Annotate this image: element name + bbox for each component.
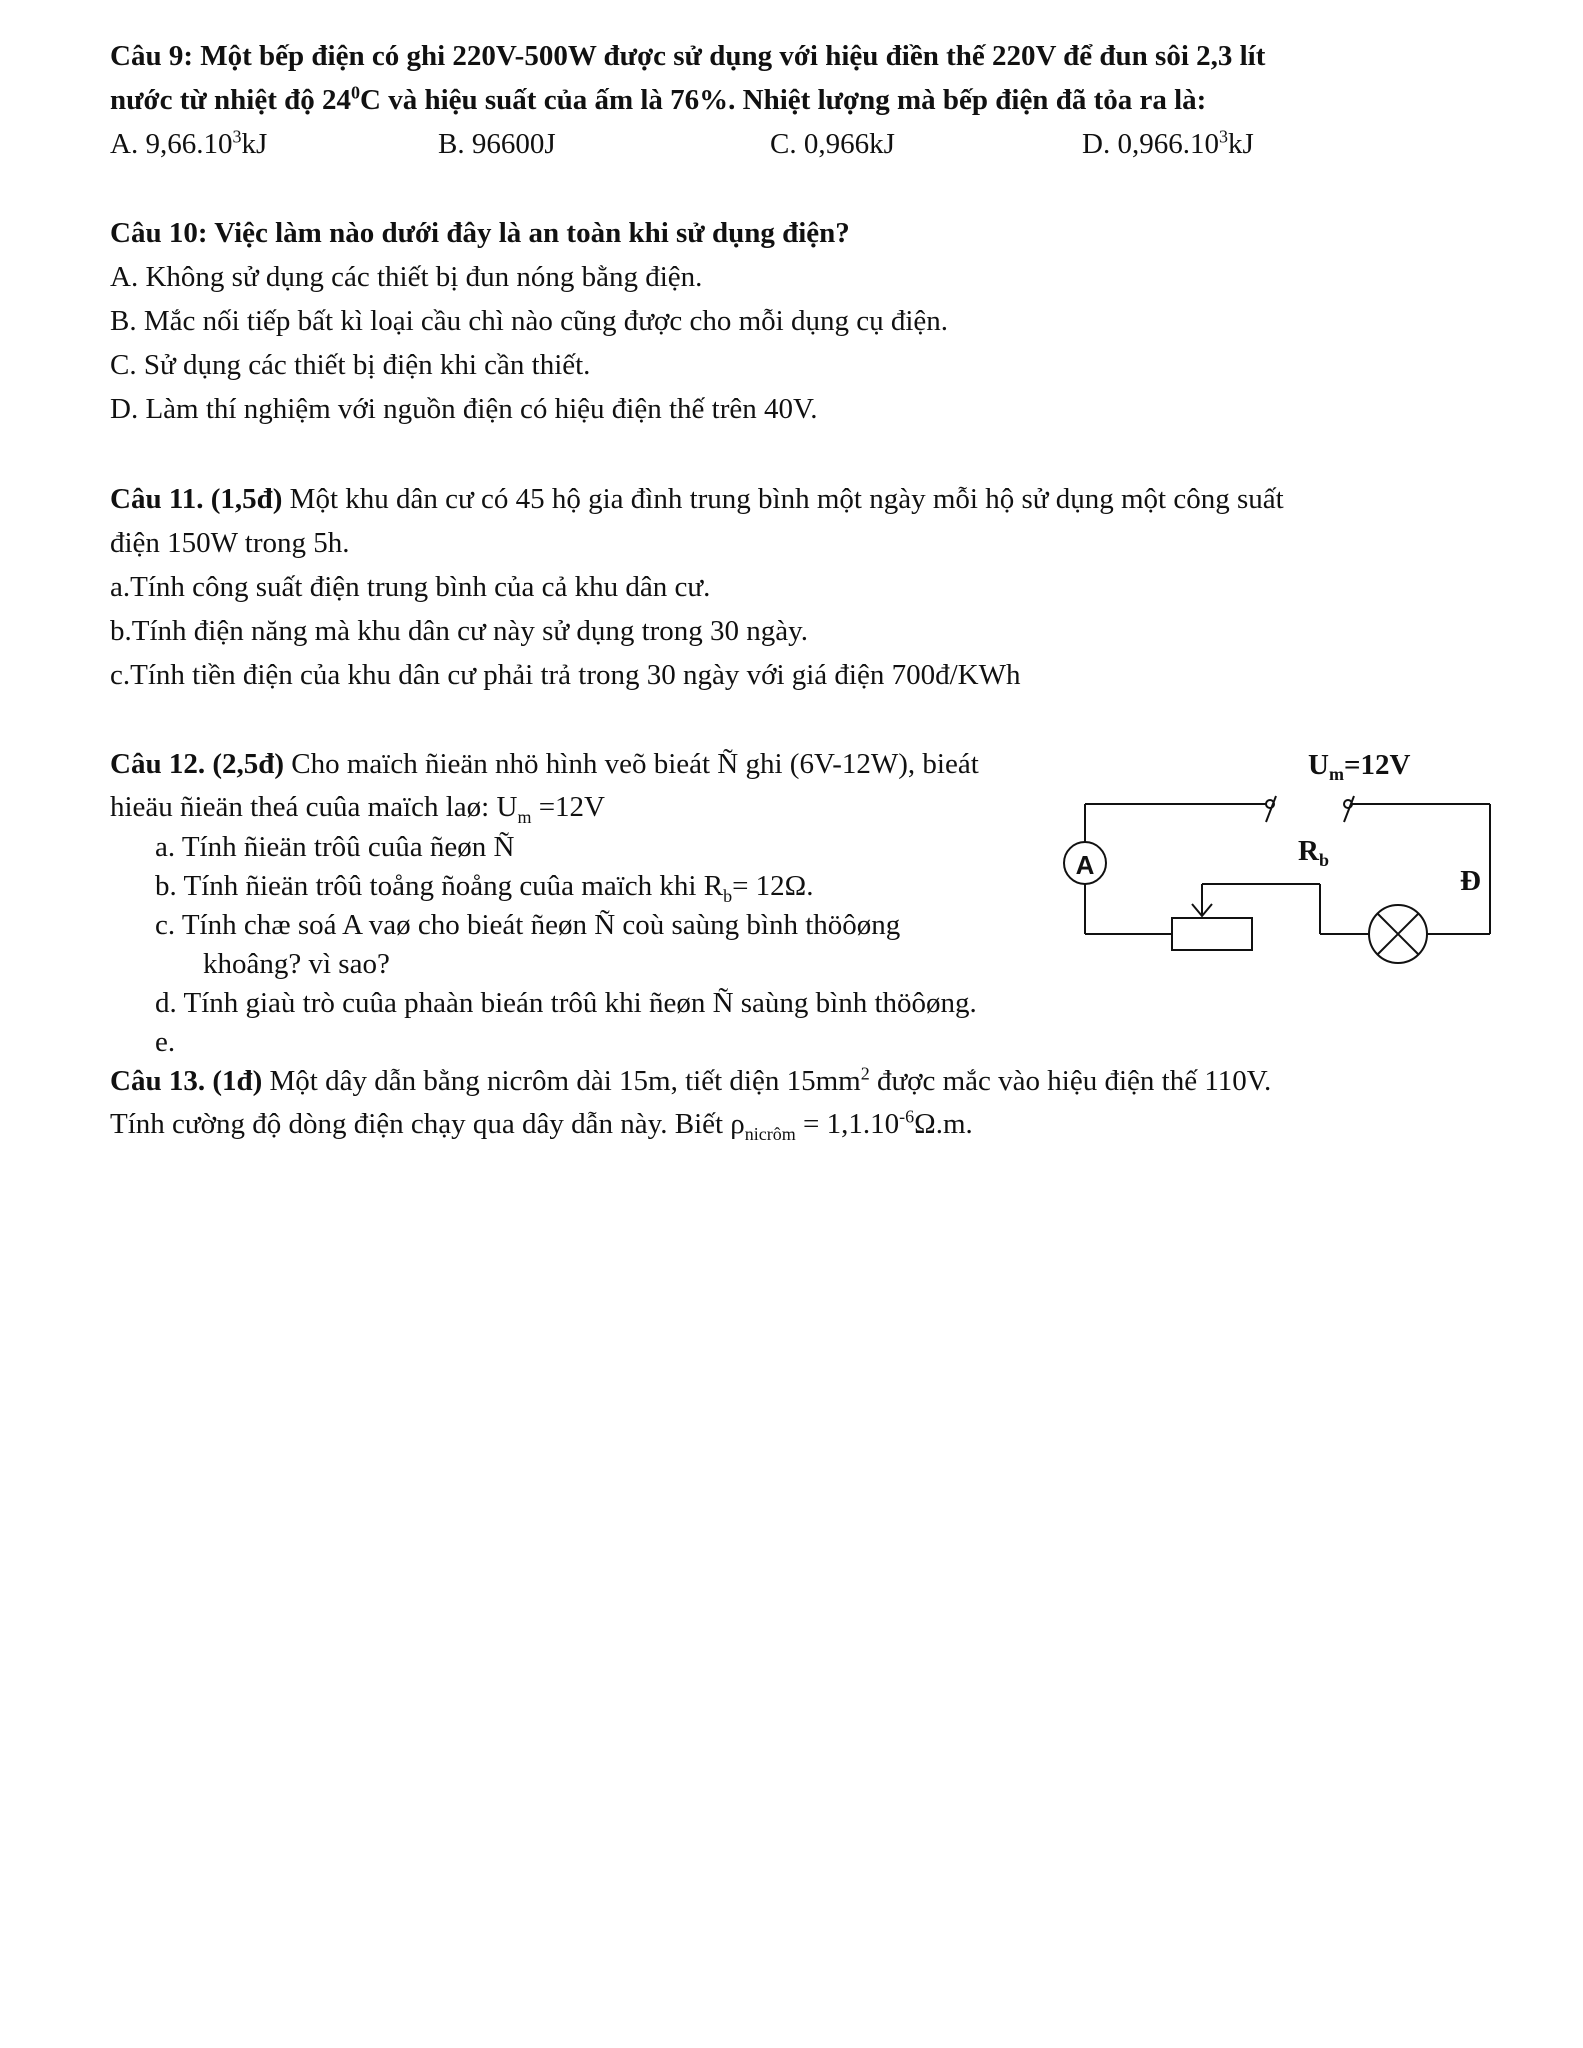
q12-line2 xyxy=(110,789,605,825)
q13-line2-sup: -6 xyxy=(899,1106,915,1127)
q12-part-d: d. Tính giaù trò cuûa phaàn bieán trôû khi ñeøn Ñ saùng bình thöôøng. xyxy=(155,987,977,1019)
q11-label: Câu 11. (1,5đ) xyxy=(110,483,283,515)
q11-line1 xyxy=(110,481,1284,517)
q9-option-a-base: A. 9,66.10 xyxy=(110,128,233,160)
q9-line2-text: nước từ nhiệt độ 24 xyxy=(110,84,351,116)
q9-line1: Câu 9: Một bếp điện có ghi 220V-500W được sử dụng với hiệu điền thế 220V để đun sôi 2,3 lít xyxy=(110,40,1266,72)
q13-line2 xyxy=(110,1106,973,1142)
q10-option-b: B. Mắc nối tiếp bất kì loại cầu chì nào cũng được cho mỗi dụng cụ điện. xyxy=(110,305,949,337)
q9-option-c: C. 0,966kJ xyxy=(770,128,895,160)
q12-part-c2: khoâng? vì sao? xyxy=(203,948,390,980)
lamp-label: Đ xyxy=(1460,865,1481,897)
q12-part-e: e. xyxy=(155,1026,176,1058)
circuit-rb-sub: b xyxy=(1318,850,1329,870)
q12-line2-text: hieäu ñieän theá cuûa maïch laø: U xyxy=(110,791,518,823)
q13-line1 xyxy=(110,1063,1271,1099)
q10-option-a: A. Không sử dụng các thiết bị đun nóng bằng điện. xyxy=(110,261,703,293)
q13-line2-text: Tính cường độ dòng điện chạy qua dây dẫn này. Biết ρ xyxy=(110,1108,745,1140)
q12-part-b-sub: b xyxy=(723,885,733,906)
q13-line1-text-cont: được mắc vào hiệu điện thế 110V. xyxy=(869,1065,1272,1097)
q13-line2-unit: Ω.m. xyxy=(914,1108,973,1140)
rheostat-icon xyxy=(1172,918,1252,950)
q12-line2-value: =12V xyxy=(531,791,606,823)
q9-option-d xyxy=(1082,126,1254,162)
q10-option-c: C. Sử dụng các thiết bị điện khi cần thiết. xyxy=(110,349,591,381)
q12-label: Câu 12. (2,5đ) xyxy=(110,748,285,780)
q9-degree-sup: 0 xyxy=(351,82,360,103)
q13-line1-text: Một dây dẫn bằng nicrôm dài 15m, tiết diện 15mm xyxy=(262,1065,861,1097)
q9-option-a xyxy=(110,126,267,162)
q11-part-a: a.Tính công suất điện trung bình của cả khu dân cư. xyxy=(110,571,711,603)
q9-line2 xyxy=(110,82,1206,118)
q9-option-b: B. 96600J xyxy=(438,128,556,160)
q10-title: Câu 10: Việc làm nào dưới đây là an toàn khi sử dụng điện? xyxy=(110,217,850,249)
circuit-um-sub: m xyxy=(1328,764,1344,784)
q9-option-d-unit: kJ xyxy=(1227,128,1254,160)
q13-label: Câu 13. (1đ) xyxy=(110,1065,263,1097)
circuit-rb-base: R xyxy=(1298,835,1319,867)
circuit-um-base: U xyxy=(1308,749,1329,781)
q10-option-d: D. Làm thí nghiệm với nguồn điện có hiệu điện thế trên 40V. xyxy=(110,393,818,425)
q11-part-b: b.Tính điện năng mà khu dân cư này sử dụng trong 30 ngày. xyxy=(110,615,809,647)
q13-line2-sub: nicrôm xyxy=(744,1123,796,1144)
q12-line1-text: Cho maïch ñieän nhö hình veõ bieát Ñ ghi (6V-12W), bieát xyxy=(284,748,979,780)
circuit-um-value: =12V xyxy=(1343,749,1411,781)
q9-option-d-base: D. 0,966.10 xyxy=(1082,128,1219,160)
q13-line1-sup: 2 xyxy=(860,1063,870,1084)
q11-part-c: c.Tính tiền điện của khu dân cư phải trả trong 30 ngày với giá điện 700đ/KWh xyxy=(110,659,1021,691)
q13-line2-value: = 1,1.10 xyxy=(795,1108,900,1140)
q9-option-d-sup: 3 xyxy=(1218,126,1228,147)
circuit-diagram xyxy=(1075,749,1500,980)
q9-option-a-unit: kJ xyxy=(241,128,268,160)
ammeter-label: A xyxy=(1075,850,1095,880)
q12-part-b xyxy=(155,868,814,904)
q12-line1 xyxy=(110,746,979,782)
q12-part-b-value: = 12Ω. xyxy=(732,870,814,902)
q11-line2: điện 150W trong 5h. xyxy=(110,527,350,559)
q12-part-b-text: b. Tính ñieän trôû toång ñoång cuûa maïch khi R xyxy=(155,870,724,902)
q11-line1-text: Một khu dân cư có 45 hộ gia đình trung bình một ngày mỗi hộ sử dụng một công suất xyxy=(282,483,1284,515)
q12-part-c1: c. Tính chæ soá A vaø cho bieát ñeøn Ñ coù saùng bình thöôøng xyxy=(155,909,901,941)
circuit-um-label xyxy=(1308,749,1410,784)
circuit-rb-label xyxy=(1298,835,1329,870)
q9-option-a-sup: 3 xyxy=(232,126,242,147)
q12-part-a: a. Tính ñieän trôû cuûa ñeøn Ñ xyxy=(155,831,515,863)
q9-line2-text-cont: C và hiệu suất của ấm là 76%. Nhiệt lượng mà bếp điện đã tỏa ra là: xyxy=(360,84,1207,116)
q12-line2-sub: m xyxy=(517,806,532,827)
